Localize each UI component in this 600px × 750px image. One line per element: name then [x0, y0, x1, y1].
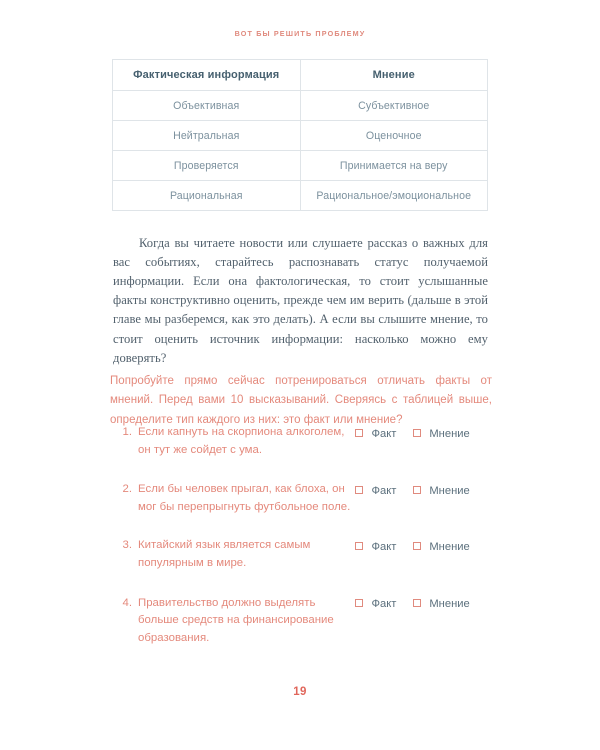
checkbox-opinion[interactable]	[413, 425, 470, 443]
checkbox-icon[interactable]	[413, 486, 421, 494]
checkbox-opinion[interactable]	[413, 538, 470, 556]
list-item	[112, 537, 492, 572]
checkbox-fact[interactable]	[355, 482, 396, 500]
checkbox-fact-label: Факт	[371, 598, 397, 611]
question-options	[355, 538, 495, 556]
checkbox-fact[interactable]	[355, 425, 396, 443]
question-list	[112, 424, 492, 647]
question-text: Правительство должно выделять больше средств на финансирование образования.	[138, 596, 334, 644]
question-number: 3.	[122, 539, 132, 552]
list-item	[112, 481, 492, 516]
table-cell-fact: Проверяется	[113, 151, 301, 181]
table-header-opinion: Мнение	[300, 60, 488, 91]
checkbox-opinion-label: Мнение	[429, 598, 470, 611]
running-head: ВОТ БЫ РЕШИТЬ ПРОБЛЕМУ	[234, 29, 366, 38]
instruction-paragraph: Попробуйте прямо сейчас потренироваться отличать факты от мнений. Перед вами 10 высказываний. Сверяясь с таблицей выше, определите тип каждого из них: это факт или мнение?	[110, 374, 492, 426]
page-number: 19	[293, 686, 307, 698]
checkbox-fact[interactable]	[355, 596, 396, 614]
table-cell-opinion: Принимается на веру	[300, 151, 488, 181]
question-options	[355, 482, 495, 500]
checkbox-opinion-label: Мнение	[429, 427, 470, 440]
fact-opinion-table	[112, 59, 488, 211]
question-text: Если капнуть на скорпиона алкоголем, он тут же сойдет с ума.	[138, 426, 345, 456]
list-item	[112, 595, 492, 648]
question-number: 4.	[122, 596, 132, 609]
checkbox-fact[interactable]	[355, 538, 396, 556]
question-options	[355, 596, 495, 614]
checkbox-icon[interactable]	[355, 486, 363, 494]
question-options	[355, 425, 495, 443]
table-header-fact: Фактическая информация	[113, 60, 301, 91]
table-row	[113, 91, 488, 121]
checkbox-opinion[interactable]	[413, 596, 470, 614]
table-cell-opinion: Субъективное	[300, 91, 488, 121]
checkbox-fact-label: Факт	[371, 427, 397, 440]
table-cell-fact: Нейтральная	[113, 121, 301, 151]
checkbox-opinion-label: Мнение	[429, 484, 470, 497]
question-number: 1.	[122, 426, 132, 438]
body-paragraph: Когда вы читаете новости или слушаете рассказ о важных для вас событиях, старайтесь распознавать статус получаемой информации. Если она фактологическая, то стоит услышанные факты конструктивно оценить, прежде чем им верить (дальше в этой главе мы разберемся, как это делать). А если вы слышите мнение, то стоит оценить источник информации: насколько можно ему доверять?	[113, 235, 488, 365]
table-cell-fact: Рациональная	[113, 181, 301, 211]
checkbox-icon[interactable]	[355, 429, 363, 437]
question-text: Китайский язык является самым популярным в мире.	[138, 539, 311, 569]
table-header-row	[113, 60, 488, 91]
checkbox-icon[interactable]	[355, 542, 363, 550]
table-row	[113, 151, 488, 181]
checkbox-fact-label: Факт	[371, 484, 397, 497]
checkbox-icon[interactable]	[413, 599, 421, 607]
checkbox-icon[interactable]	[413, 542, 421, 550]
checkbox-icon[interactable]	[413, 429, 421, 437]
checkbox-fact-label: Факт	[371, 541, 397, 554]
list-item	[112, 424, 492, 459]
table-cell-opinion: Оценочное	[300, 121, 488, 151]
checkbox-opinion-label: Мнение	[429, 541, 470, 554]
table-cell-opinion: Рациональное/эмоциональное	[300, 181, 488, 211]
table-row	[113, 181, 488, 211]
table-row	[113, 121, 488, 151]
checkbox-opinion[interactable]	[413, 482, 470, 500]
table-cell-fact: Объективная	[113, 91, 301, 121]
question-text: Если бы человек прыгал, как блоха, он мог бы перепрыгнуть футбольное поле.	[138, 483, 351, 513]
checkbox-icon[interactable]	[355, 599, 363, 607]
question-number: 2.	[122, 483, 132, 496]
